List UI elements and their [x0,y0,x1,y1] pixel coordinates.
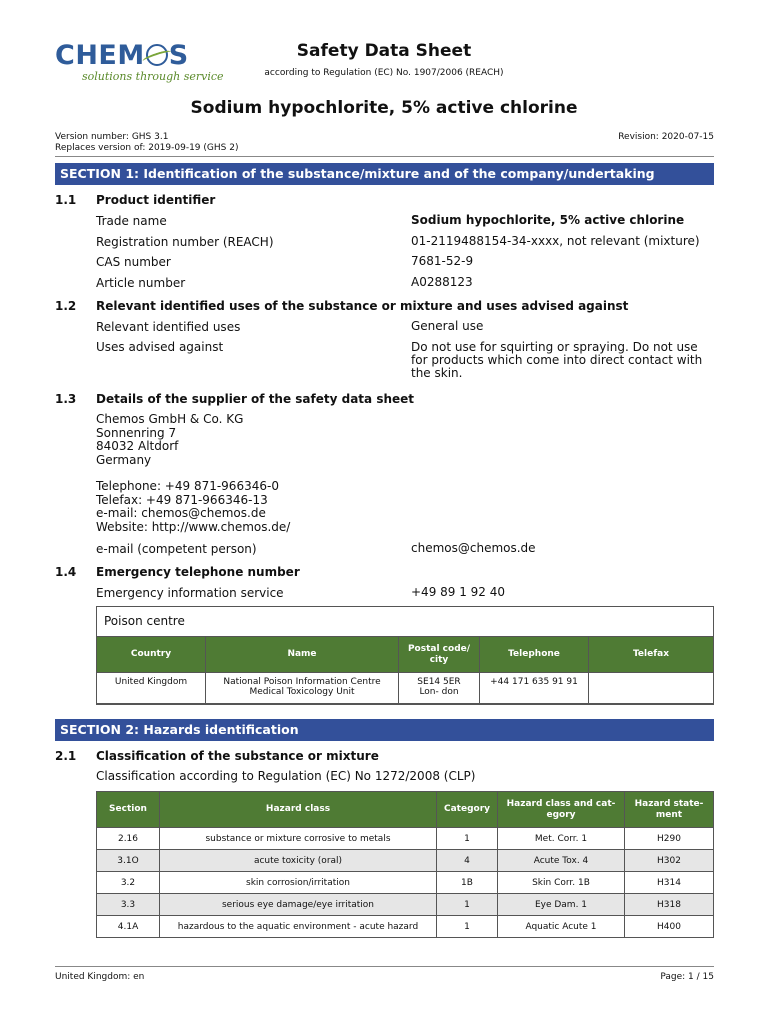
subsection-title: Product identifier [96,193,216,207]
table-cell: 3.2 [97,872,160,894]
subsection-number: 1.3 [55,392,77,406]
table-cell: H400 [625,916,714,938]
poison-centre-table [96,636,714,705]
table-cell: H318 [625,894,714,916]
field-value: Sodium hypochlorite, 5% active chlorine [411,213,685,227]
table-cell: +44 171 635 91 91 [480,673,589,705]
footer-divider [55,966,714,967]
field-label: Emergency information service [96,586,284,600]
table-row [97,872,714,894]
table-cell [589,673,714,705]
table-header: Name [206,637,399,673]
poison-centre-title: Poison centre [104,614,185,628]
document-subtitle: according to Regulation (EC) No. 1907/2006 (REACH) [264,68,504,78]
field-value: chemos@chemos.de [411,541,536,555]
table-header: Hazard class and cat- egory [498,792,625,828]
hazard-classification-table [96,791,714,938]
table-cell: 3.3 [97,894,160,916]
table-cell: Eye Dam. 1 [498,894,625,916]
table-cell: Met. Corr. 1 [498,828,625,850]
table-cell: skin corrosion/irritation [160,872,437,894]
field-value: General use [411,319,484,333]
subsection-title: Details of the supplier of the safety data sheet [96,392,415,406]
table-cell: SE14 5ER Lon- don [399,673,480,705]
table-cell: National Poison Information Centre Medical Toxicology Unit [206,673,399,705]
table-cell: Skin Corr. 1B [498,872,625,894]
header-divider [55,156,714,157]
table-header: Hazard state- ment [625,792,714,828]
field-value: Do not use for squirting or spraying. Do not use for products which come into direct contact with the skin. [411,340,703,380]
field-label: Article number [96,276,186,290]
table-row [97,850,714,872]
table-cell: 4 [437,850,498,872]
supplier-contact: Telephone: +49 871-966346-0 Telefax: +49 871-966346-13 e-mail: chemos@chemos.de Website: http://www.chemos.de/ [96,479,291,534]
table-cell: acute toxicity (oral) [160,850,437,872]
table-cell: H314 [625,872,714,894]
table-cell: 1 [437,894,498,916]
table-header: Telefax [589,637,714,673]
section-2-heading: SECTION 2: Hazards identification [55,719,714,741]
table-cell: 1B [437,872,498,894]
table-header: Postal code/ city [399,637,480,673]
footer-language: United Kingdom: en [55,972,145,982]
field-value: 01-2119488154-34-xxxx, not relevant (mixture) [411,234,700,248]
subsection-number: 1.1 [55,193,77,207]
table-header: Category [437,792,498,828]
field-label: CAS number [96,255,171,269]
table-header: Country [97,637,206,673]
section-1-heading: SECTION 1: Identification of the substance/mixture and of the company/undertaking [55,163,714,185]
table-row [97,673,714,705]
table-cell: 2.16 [97,828,160,850]
version-number: Version number: GHS 3.1 [55,132,169,142]
replaces-version: Replaces version of: 2019-09-19 (GHS 2) [55,143,239,153]
table-cell: Aquatic Acute 1 [498,916,625,938]
table-header: Hazard class [160,792,437,828]
table-cell: H302 [625,850,714,872]
table-header: Telephone [480,637,589,673]
table-cell: serious eye damage/eye irritation [160,894,437,916]
subsection-number: 1.4 [55,565,77,579]
product-title: Sodium hypochlorite, 5% active chlorine [190,98,578,118]
field-value: 7681-52-9 [411,254,474,268]
table-cell: Acute Tox. 4 [498,850,625,872]
field-label: e-mail (competent person) [96,542,257,556]
page-number: Page: 1 / 15 [660,972,714,982]
table-cell: United Kingdom [97,673,206,705]
table-cell: hazardous to the aquatic environment - acute hazard [160,916,437,938]
table-cell: substance or mixture corrosive to metals [160,828,437,850]
subsection-title: Classification of the substance or mixture [96,749,379,763]
document-title: Safety Data Sheet [296,41,472,61]
field-label: Trade name [96,214,167,228]
table-cell: 4.1A [97,916,160,938]
table-cell: 3.1O [97,850,160,872]
field-label: Relevant identified uses [96,320,241,334]
logo-tagline: solutions through service [82,70,224,83]
subsection-title: Relevant identified uses of the substance or mixture and uses advised against [96,299,629,313]
table-header: Section [97,792,160,828]
table-cell: 1 [437,828,498,850]
supplier-address: Chemos GmbH & Co. KG Sonnenring 7 84032 Altdorf Germany [96,412,244,467]
table-cell: H290 [625,828,714,850]
field-value: A0288123 [411,275,473,289]
table-cell: 1 [437,916,498,938]
subsection-title: Emergency telephone number [96,565,300,579]
revision-date: Revision: 2020-07-15 [618,132,714,142]
subsection-number: 1.2 [55,299,77,313]
field-value: +49 89 1 92 40 [411,585,506,599]
table-row [97,916,714,938]
field-label: Uses advised against [96,340,224,354]
table-row [97,894,714,916]
field-label: Registration number (REACH) [96,235,274,249]
subsection-number: 2.1 [55,749,77,763]
table-row [97,828,714,850]
company-logo: CHEM S [55,40,189,71]
clp-classification-note: Classification according to Regulation (EC) No 1272/2008 (CLP) [96,769,476,783]
